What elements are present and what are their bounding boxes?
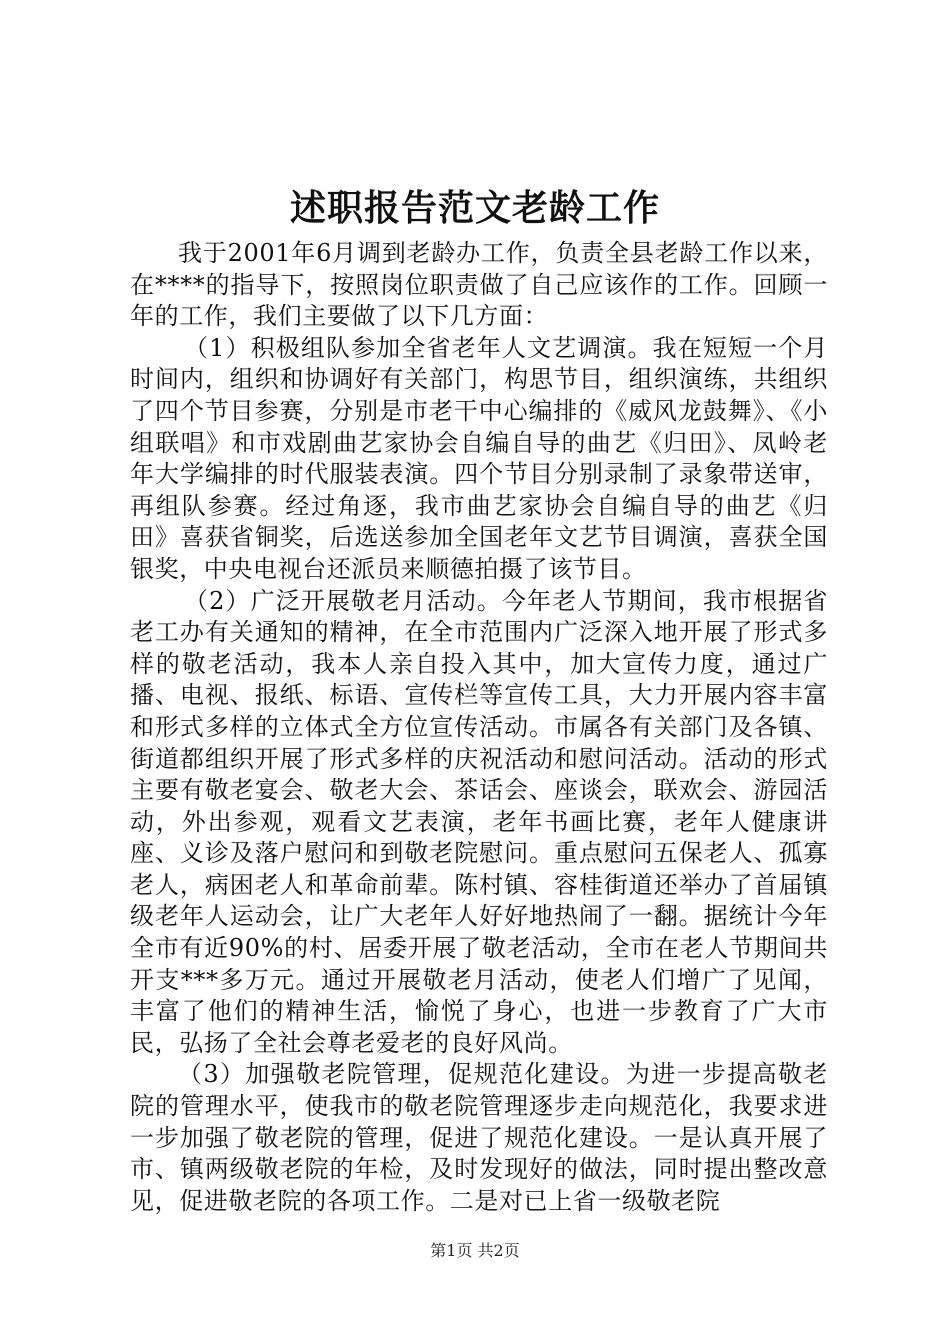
paragraph-intro: 我于2001年6月调到老龄办工作，负责全县老龄工作以来，在****的指导下，按照岗位职责做了自己应该作的工作。回顾一年的工作，我们主要做了以下几方面： <box>130 239 828 331</box>
document-title: 述职报告范文老龄工作 <box>289 187 660 229</box>
document-body <box>130 238 828 1217</box>
paragraph-item-2: （2）广泛开展敬老月活动。今年老人节期间，我市根据省老工办有关通知的精神，在全市范围内广泛深入地开展了形式多样的敬老活动，我本人亲自投入其中，加大宣传力度，通过广播、电视、报纸、标语、宣传栏等宣传工具，大力开展内容丰富和形式多样的立体式全方位宣传活动。市属各有关部门及各镇、街道都组织开展了形式多样的庆祝活动和慰问活动。活动的形式主要有敬老宴会、敬老大会、茶话会、座谈会，联欢会、游园活动，外出参观，观看文艺表演，老年书画比赛，老年人健康讲座、义诊及落户慰问和到敬老院慰问。重点慰问五保老人、孤寡老人，病困老人和革命前辈。陈村镇、容桂街道还举办了首届镇级老年人运动会，让广大老年人好好地热闹了一翻。据统计今年全市有近90%的村、居委开展了敬老活动，全市在老人节期间共开支***多万元。通过开展敬老月活动，使老人们增广了见闻，丰富了他们的精神生活，愉悦了身心，也进一步教育了广大市民，弘扬了全社会尊老爱老的良好风尚。 <box>130 586 828 1057</box>
paragraph-item-1: （1）积极组队参加全省老年人文艺调演。我在短短一个月时间内，组织和协调好有关部门，构思节目，组织演练，共组织了四个节目参赛，分别是市老干中心编排的《威风龙鼓舞》、《小组联唱》和市戏剧曲艺家协会自编自导的曲艺《归田》、凤岭老年大学编排的时代服装表演。四个节目分别录制了录象带送审，再组队参赛。经过角逐，我市曲艺家协会自编自导的曲艺《归田》喜获省铜奖，后选送参加全国老年文艺节目调演，喜获全国银奖，中央电视台还派员来顺德拍摄了该节目。 <box>130 333 828 583</box>
page-footer: 第1页 共2页 <box>430 1241 520 1260</box>
paragraph-item-3: （3）加强敬老院管理，促规范化建设。为进一步提高敬老院的管理水平，使我市的敬老院管理逐步走向规范化，我要求进一步加强了敬老院的管理，促进了规范化建设。一是认真开展了市、镇两级敬老院的年检，及时发现好的做法，同时提出整改意见，促进敬老院的各项工作。二是对已上省一级敬老院 <box>130 1060 828 1215</box>
